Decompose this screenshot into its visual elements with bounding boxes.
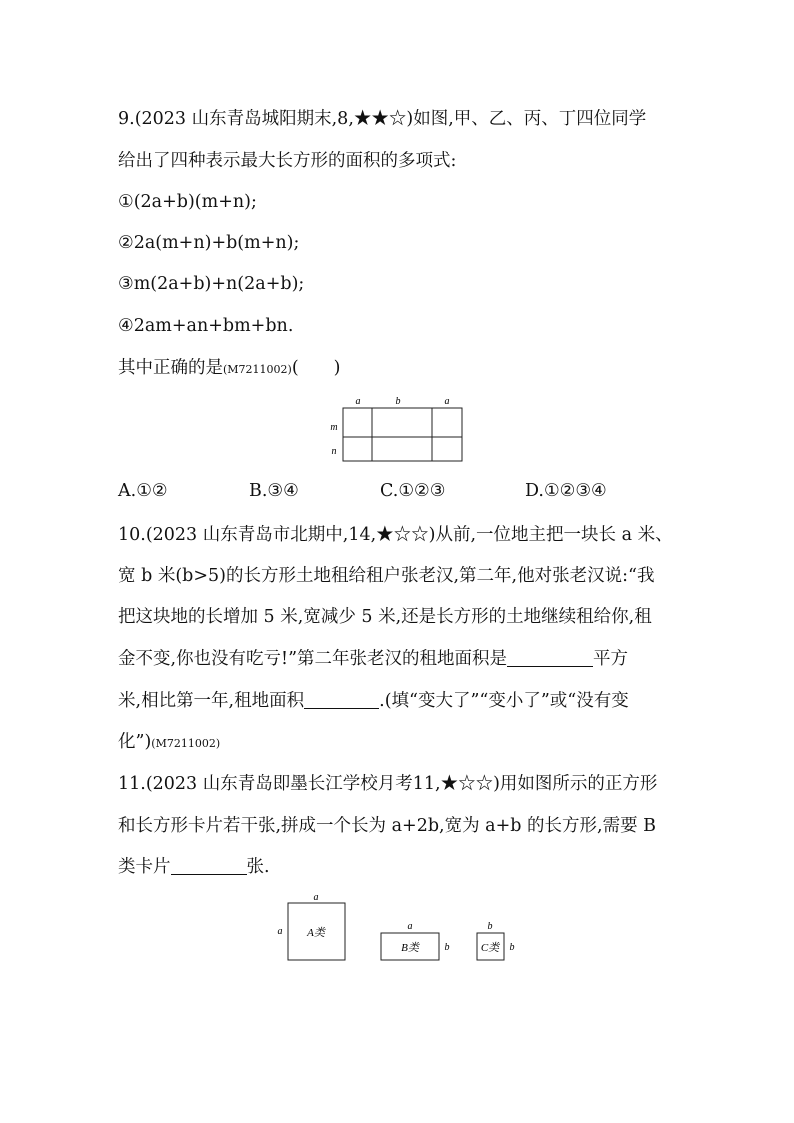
q10-line6 xyxy=(118,731,220,755)
q11-cards-figure xyxy=(270,890,530,966)
q10-line4-text: 金不变,你也没有吃亏!”第二年张老汉的租地面积是 xyxy=(118,649,508,669)
figure-label-n: n xyxy=(331,446,337,457)
q10-line5 xyxy=(118,690,629,712)
q9-code: (M7211002) xyxy=(223,363,292,376)
card-b-top-label: a xyxy=(407,921,413,932)
q11-line3-text: 类卡片 xyxy=(118,857,171,877)
q9-choice-c[interactable]: C.①②③ xyxy=(380,481,446,501)
q11-line3-end: 张. xyxy=(246,857,270,877)
q10-line5-text: 米,相比第一年,租地面积 xyxy=(118,691,305,711)
q9-question-text: 其中正确的是 xyxy=(118,358,223,378)
q9-item-3: ③m(2a+b)+n(2a+b); xyxy=(118,274,305,294)
q10-line4 xyxy=(118,648,628,670)
figure-label-m: m xyxy=(330,422,338,433)
q9-line2: 给出了四种表示最大长方形的面积的多项式: xyxy=(118,151,457,171)
q9-line1: 9.(2023 山东青岛城阳期末,8,★★☆)如图,甲、乙、丙、丁四位同学 xyxy=(118,109,647,129)
figure-label-a1: a xyxy=(355,396,361,407)
card-b-side-label: b xyxy=(444,942,450,953)
q9-rectangle-figure xyxy=(326,392,466,464)
q10-line6-text: 化”) xyxy=(118,732,152,752)
q10-line3: 把这块地的长增加 5 米,宽减少 5 米,还是长方形的土地继续租给你,租 xyxy=(118,607,652,627)
card-a-top-label: a xyxy=(313,892,319,903)
q9-question xyxy=(118,357,341,381)
figure-outer-rect xyxy=(343,408,462,461)
q11-line3 xyxy=(118,856,270,878)
card-a-side-label: a xyxy=(277,926,283,937)
q9-answer-paren: ( ) xyxy=(291,358,341,378)
q10-blank-compare[interactable] xyxy=(304,691,379,710)
q9-item-4: ④2am+an+bm+bn. xyxy=(118,316,294,336)
q10-blank-area[interactable] xyxy=(507,649,593,668)
q10-line5-fill: .(填“变大了”“变小了”或“没有变 xyxy=(379,691,629,711)
card-a-label: A类 xyxy=(307,927,325,939)
q11-line2: 和长方形卡片若干张,拼成一个长为 a+2b,宽为 a+b 的长方形,需要 B xyxy=(118,816,657,836)
card-c-label: C类 xyxy=(480,942,500,954)
q10-line1: 10.(2023 山东青岛市北期中,14,★☆☆)从前,一位地主把一块长 a 米、 xyxy=(118,525,673,545)
q9-choice-b[interactable]: B.③④ xyxy=(249,481,299,501)
figure-label-b: b xyxy=(395,396,401,407)
card-b-label: B类 xyxy=(401,942,419,954)
card-c-side-label: b xyxy=(509,942,515,953)
q10-line4-unit: 平方 xyxy=(593,649,629,669)
q11-blank-count[interactable] xyxy=(171,857,247,876)
q10-line2: 宽 b 米(b>5)的长方形土地租给租户张老汉,第二年,他对张老汉说:“我 xyxy=(118,566,655,586)
card-c-top-label: b xyxy=(487,921,493,932)
q9-choice-d[interactable]: D.①②③④ xyxy=(525,481,607,501)
q9-item-2: ②2a(m+n)+b(m+n); xyxy=(118,233,300,253)
q9-item-1: ①(2a+b)(m+n); xyxy=(118,192,257,212)
q11-line1: 11.(2023 山东青岛即墨长江学校月考11,★☆☆)用如图所示的正方形 xyxy=(118,774,658,794)
figure-label-a2: a xyxy=(444,396,450,407)
q9-choice-a[interactable]: A.①② xyxy=(118,481,168,501)
q10-code: (M7211002) xyxy=(151,737,221,750)
